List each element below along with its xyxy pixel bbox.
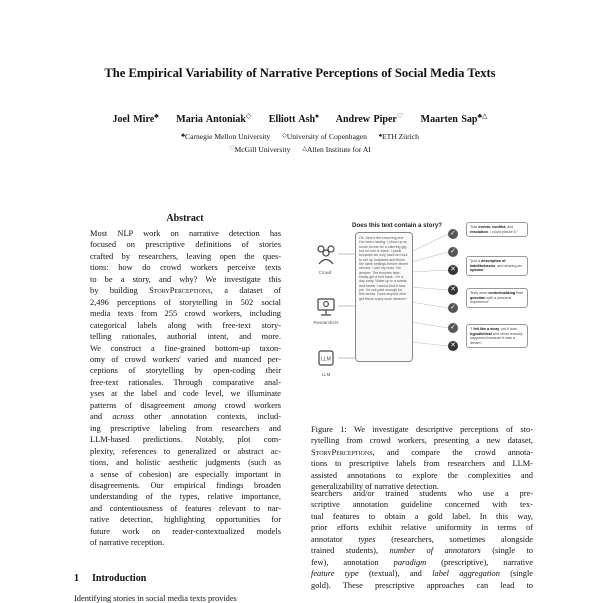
figure-1 [310, 212, 538, 416]
rationale-bubble: "just a description of habit/behavior, and sharing an opinion." [466, 256, 528, 276]
story-text: Ok, here's the recurring one I've been having. I show up at some venue for a catering gig, but no one is there. I panic because we only have an hour to set up hotplates and finish the table settings before dinner service. I call my boss. No answer. Ten minutes later, finally get a text back...I'm a day early. Wake up in a sweat and swear I would find a new job. I'm not paid enough for this stress. Does anyone else get these crazy work dreams? [359, 236, 409, 301]
verdict-yes-icon: ✓ [448, 323, 458, 333]
affiliations-line-1: ♣Carnegie Mellon University ◇University of Copenhagen ♠ETH Zürich [181, 132, 419, 141]
llm-icon-text: LLM [321, 356, 331, 363]
verdict-yes-icon: ✓ [448, 303, 458, 313]
verdict-no-icon: ✕ [448, 285, 458, 295]
abstract-body: Most NLP work on narrative detection has focused on prescriptive definitions of stories crafted by researchers, leaving open the ques- tions: how do crowd workers perceive texts to be a story, and why? We investigate this by building StoryPerceptions, a dataset of 2,496 perceptions of storytelling in 502 social media texts from 255 crowd workers, including categorical labels along with free-text story- telling rationales, authorial intent, and more. We construct a fine-grained bottom-up taxon- omy of crowd workers' varied and nuanced per- ceptions of storytelling by open-coding their free-text rationales. Through comparative anal- yses at the label and code level, we illuminate patterns of disagreement among crowd workers and across other annotation contexts, includ- ing prescriptive labeling from researchers and LLM-based predictions. Notably, plot com- plexity, references to generalized or abstract ac- tions, and holistic aesthetic judgments (such as a sense of cohesion) are especially important in disagreements. Our empirical findings broaden understanding of the types, relative importance, and contentiousness of features relevant to nar- rative detection, highlighting opportunities for future work on reader-contextualized models of narrative reception. [90, 229, 282, 548]
rationale-bubble: "they were contextualizing their question with a personal experience" [466, 288, 528, 308]
verdict-no-icon: ✕ [448, 265, 458, 275]
verdict-no-icon: ✕ [448, 341, 458, 351]
author-4: Andrew Piper♡ [335, 112, 404, 125]
verdict-yes-icon: ✓ [448, 247, 458, 257]
affiliations-line-2: ♡McGill University △Allen Institute for AI [229, 145, 371, 154]
caption-dataset-name: StoryPerceptions [311, 447, 373, 457]
author-5: Maarten Sap♣△ [420, 112, 488, 125]
right-column-body: searchers and/or trained students who use a pre- scriptive annotation guideline concerned with tex- tual features to obtain a gold label. In this way, prior efforts exhibit relative uniformity in terms of annotator types (researchers, sometimes alongside trained students), number of annotators (single to few), annotation paradigm (prescriptive), narrative feature type (textual), and label aggregation (single gold). These prescriptive approaches can lead to [311, 489, 534, 590]
rationale-bubble: "has events, conflict, and resolution. I could picture it." [466, 222, 528, 237]
verdict-yes-icon: ✓ [448, 229, 458, 239]
figure-question: Does this text contain a story? [352, 222, 443, 229]
dataset-name: StoryPerceptions [149, 286, 211, 296]
intro-first-line: Identifying stories in social media texts provides [74, 594, 237, 603]
author-1: Joel Mire♣ [112, 112, 159, 125]
crowd-label: Crowd [318, 270, 332, 275]
rationale-bubble: "I felt like a story, but it was hypothetical and never actually happened because it was a dream." [466, 324, 528, 348]
author-2: Maria Antoniak◇ [176, 112, 252, 125]
figure-caption: Figure 1: We investigate descriptive perceptions of sto- rytelling from crowd workers, presenting a new dataset, StoryPerceptions, and compare the crowd annota- tions to prescriptive labels from researchers and LLM- assisted annotations to explore the complexities and generalizability of narrative detection. [311, 425, 533, 492]
section-heading-introduction: 1 Introduction [74, 573, 147, 584]
paper-title: The Empirical Variability of Narrative Perceptions of Social Media Texts [104, 66, 496, 80]
llm-label: LLM [321, 372, 331, 377]
abstract-heading: Abstract [166, 213, 204, 224]
author-3: Elliott Ash♠ [268, 112, 319, 125]
author-list [0, 112, 600, 125]
researchers-label: Researchers [313, 320, 339, 325]
figure-connectors [310, 212, 538, 416]
